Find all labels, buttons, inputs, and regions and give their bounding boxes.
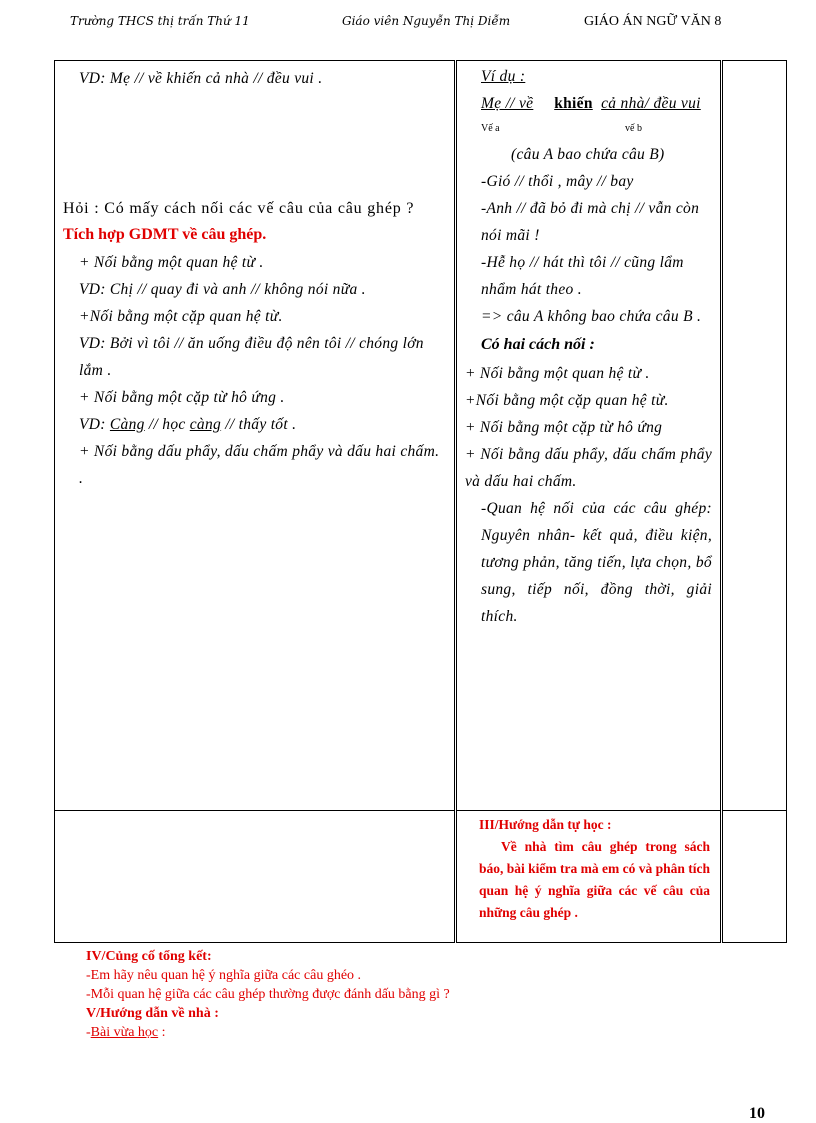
example-3: -Hễ họ // hát thì tôi // cũng lẩm nhẩm hát theo .: [481, 254, 684, 298]
table-row: [55, 811, 787, 943]
header-subject: GIÁO ÁN NGỮ VĂN 8: [584, 14, 722, 29]
two-ways-title: Có hai cách nối :: [481, 336, 595, 353]
lesson-table: [54, 60, 787, 943]
consolidation-q1: -Em hãy nêu quan hệ ý nghĩa giữa các câu ghéo .: [86, 968, 362, 983]
homework-title: V/Hướng dẫn về nhà :: [86, 1006, 219, 1021]
method-3-example: VD: Càng // học càng // thấy tốt .: [79, 416, 297, 433]
activity-column: [55, 61, 456, 811]
content-column: [456, 61, 722, 811]
note-not-contain: => câu A không bao chứa câu B .: [481, 308, 702, 325]
consolidation-q2: -Mỗi quan hệ giữa các câu ghép thường được đánh dấu bằng gì ?: [86, 987, 450, 1002]
note-contain: (câu A bao chứa câu B): [511, 146, 665, 163]
way-2: +Nối bằng một cặp quan hệ từ.: [465, 392, 669, 409]
method-1-example: VD: Chị // quay đi và anh // không nói nữa .: [79, 281, 366, 298]
way-4: + Nối bằng dấu phẩy, dấu chấm phẩy và dấu hai chấm.: [465, 446, 712, 490]
clause-labels: Vế a vế b: [481, 123, 642, 134]
activity-column-2: [55, 811, 456, 943]
header-teacher: Giáo viên Nguyễn Thị Diễm: [342, 14, 511, 28]
vidu-label: Ví dụ :: [481, 68, 526, 85]
footer: [86, 947, 450, 1042]
method-1: + Nối bằng một quan hệ từ .: [79, 254, 264, 271]
vd-example: VD: Mẹ // về khiến cả nhà // đều vui .: [79, 70, 323, 87]
homework-item: -Bài vừa học :: [86, 1025, 166, 1040]
way-1: + Nối bằng một quan hệ từ .: [465, 365, 650, 382]
page-number: 10: [749, 1105, 765, 1122]
table-row: [55, 61, 787, 811]
example-1: -Gió // thổi , mây // bay: [481, 173, 634, 190]
example-2: -Anh // đã bỏ đi mà chị // vẫn còn nói mãi !: [481, 200, 700, 244]
notes-column-2: [722, 811, 787, 943]
notes-column: [722, 61, 787, 811]
method-3: + Nối bằng một cặp từ hô ứng .: [79, 389, 285, 406]
example-sentence: Mẹ // về khiến cả nhà/ đều vui: [481, 95, 701, 112]
gdmt-note: Tích hợp GDMT về câu ghép.: [63, 226, 267, 243]
dot: .: [79, 470, 84, 487]
header-school: Trường THCS thị trấn Thứ 11: [70, 14, 250, 28]
way-3: + Nối bằng một cặp từ hô ứng: [465, 419, 663, 436]
consolidation-title: IV/Củng cố tổng kết:: [86, 949, 212, 964]
self-study-cell: [456, 811, 722, 943]
question: Hỏi : Có mấy cách nối các vế câu của câu ghép ?: [63, 200, 415, 217]
self-study-title: III/Hướng dẫn tự học :: [479, 817, 612, 832]
method-2-example: VD: Bởi vì tôi // ăn uống điều độ nên tôi // chóng lớn lắm .: [79, 335, 424, 379]
relations: -Quan hệ nối của các câu ghép: Nguyên nhân- kết quả, điều kiện, tương phản, tăng tiến, lựa chọn, bổ sung, tiếp nối, đồng thời, giải thích.: [481, 500, 712, 625]
self-study-body: Về nhà tìm câu ghép trong sách báo, bài kiểm tra mà em có và phân tích quan hệ ý nghĩa giữa các vế câu của những câu ghép .: [479, 839, 710, 920]
method-4: + Nối bằng dấu phẩy, dấu chấm phẩy và dấu hai chấm.: [79, 443, 440, 460]
method-2: +Nối bằng một cặp quan hệ từ.: [79, 308, 283, 325]
